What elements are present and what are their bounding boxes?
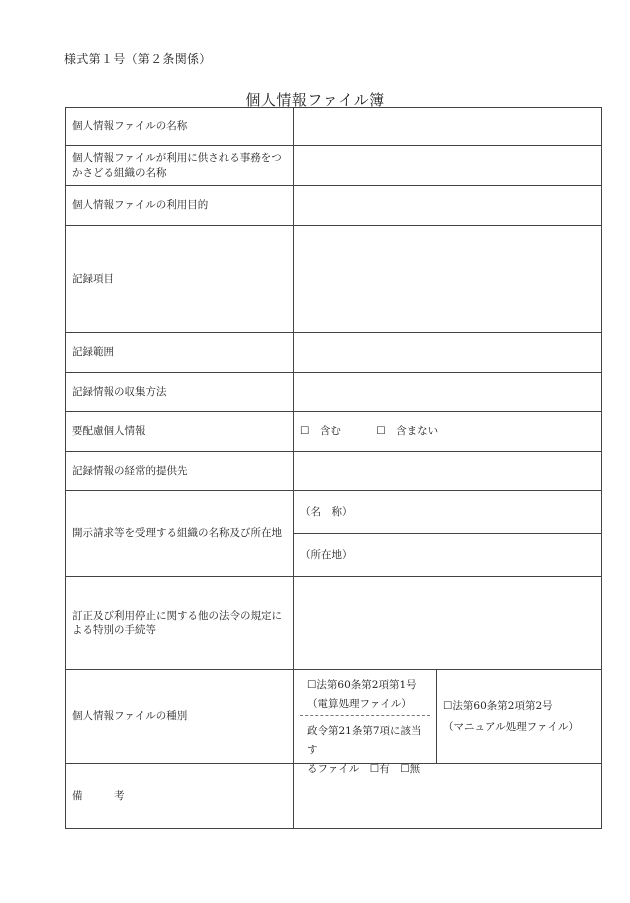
row-record-scope [66,333,602,373]
row-sensitive-info [66,412,602,452]
form-title: 個人情報ファイル簿 [245,91,385,109]
file-type-electronic-cell [294,670,437,775]
row-file-name [66,108,602,146]
disclosure-org-label: 開示請求等を受理する組織の名称及び所在地 [66,491,294,577]
sensitive-info-label: 要配慮個人情報 [66,412,294,452]
ordinance-applicability [300,716,430,775]
file-name-label: 個人情報ファイルの名称 [66,108,294,146]
disclosure-org-name-field[interactable] [294,491,602,534]
row-special-procedures [66,577,602,670]
admin-org-label: 個人情報ファイルが利用に供される事務をつかさどる組織の名称 [66,146,294,186]
special-procedures-label: 訂正及び利用停止に関する他の法令の規定による特別の手続等 [66,577,294,670]
record-scope-label: 記録範囲 [66,333,294,373]
file-type-manual-cell[interactable] [437,670,602,764]
row-admin-org [66,146,602,186]
special-procedures-field[interactable] [294,577,602,670]
personal-info-file-register-table [65,107,602,829]
form-number: 様式第１号（第２条関係） [64,52,212,66]
regular-provision-label: 記録情報の経常的提供先 [66,452,294,491]
row-record-items [66,226,602,333]
electronic-option-note: （電算処理ファイル） [307,698,412,710]
disclosure-org-address-field[interactable] [294,534,602,577]
manual-option-note: （マニュアル処理ファイル） [443,720,579,733]
file-name-field[interactable] [294,108,602,146]
collection-method-field[interactable] [294,373,602,412]
record-items-label: 記録項目 [66,226,294,333]
purpose-field[interactable] [294,186,602,226]
manual-option-checkbox[interactable]: ☐法第60条第2項第2号 [443,699,553,712]
org-name-label: （名 称） [300,505,353,518]
file-type-label: 個人情報ファイルの種別 [66,670,294,764]
row-file-type [66,670,602,764]
row-regular-provision [66,452,602,491]
includes-checkbox[interactable]: ☐ 含む [300,425,341,438]
record-items-field[interactable] [294,226,602,333]
record-scope-field[interactable] [294,333,602,373]
electronic-option-checkbox[interactable]: ☐法第60条第2項第1号 [307,679,417,691]
remarks-label: 備 考 [66,764,294,829]
org-address-label: （所在地） [300,548,353,561]
row-disclosure-org-name [66,491,602,534]
ordinance-line-1: 政令第21条第7項に該当す [307,725,422,756]
row-purpose [66,186,602,226]
excludes-checkbox[interactable]: ☐ 含まない [376,425,439,438]
row-collection-method [66,373,602,412]
collection-method-label: 記録情報の収集方法 [66,373,294,412]
purpose-label: 個人情報ファイルの利用目的 [66,186,294,226]
admin-org-field[interactable] [294,146,602,186]
electronic-processing-option[interactable] [300,670,430,716]
ordinance-yes-no-checkboxes[interactable]: るファイル ☐有 ☐無 [307,763,421,775]
sensitive-info-options [294,412,602,452]
regular-provision-field[interactable] [294,452,602,491]
